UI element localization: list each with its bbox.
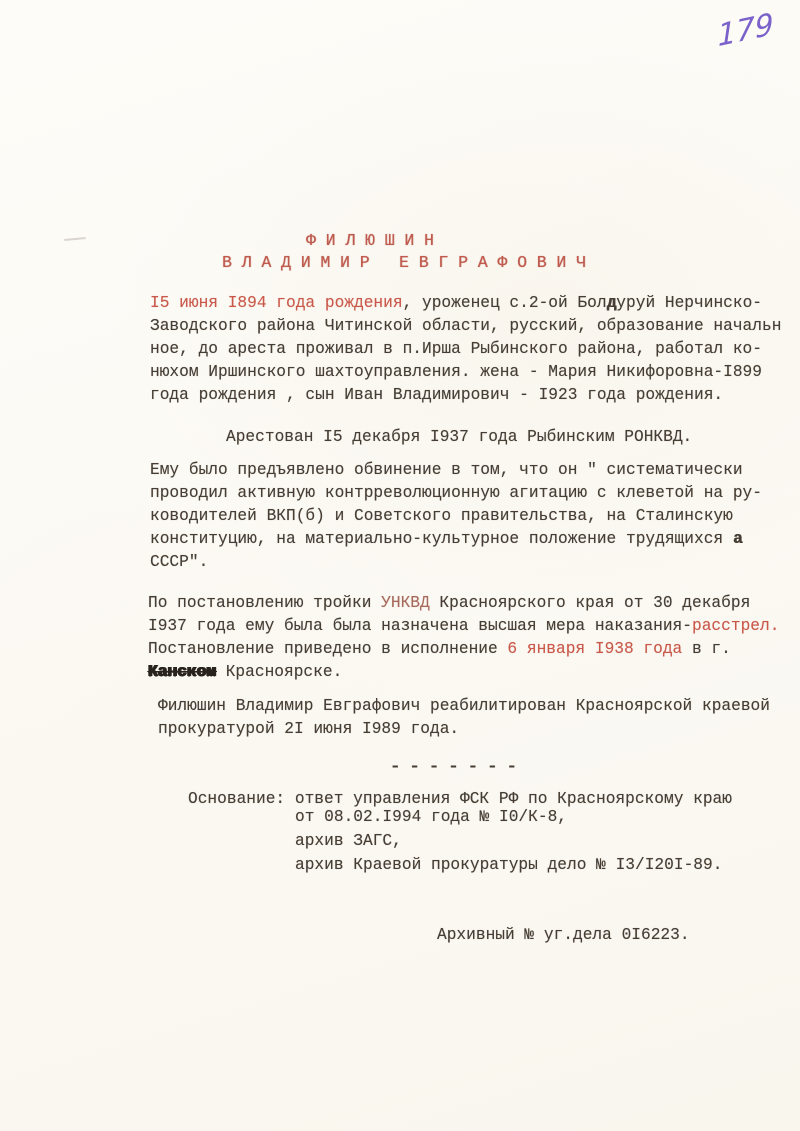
text-segment: архив Краевой прокуратуры дело № I3/I20I-89. <box>295 856 723 874</box>
text-segment: Архивный № уг.дела 0I6223. <box>437 926 690 944</box>
text-segment: прокуратурой 2I июня I989 года. <box>158 720 460 738</box>
text-line <box>150 483 762 504</box>
text-segment: 6 января I938 года <box>507 640 683 658</box>
text-line <box>226 427 692 448</box>
text-line <box>148 616 779 637</box>
text-segment: I937 года ему была была назначена высшая мера наказания- <box>148 617 692 635</box>
document-title-surname: Ф И Л Ю Ш И Н <box>306 231 434 250</box>
text-segment: ководителей ВКП(б) и Советского правительства, на Сталинскую <box>150 507 733 525</box>
text-segment: нюхом Иршинского шахтоуправления. жена - Мария Никифоровна-I899 <box>150 363 762 381</box>
text-segment: Заводского района Читинской области, русский, образование начальн <box>150 317 782 335</box>
text-line <box>148 639 731 660</box>
text-segment: расстрел. <box>692 617 780 635</box>
text-segment: уруй Нерчинско- <box>616 294 763 312</box>
text-line <box>148 593 750 614</box>
document-title-name-patronymic: В Л А Д И М И Р Е В Г Р А Ф О В И Ч <box>222 253 586 272</box>
text-segment: Красноярске. <box>216 663 343 681</box>
text-line <box>295 831 402 852</box>
text-line <box>150 460 743 481</box>
text-line <box>150 293 762 314</box>
text-line <box>158 719 459 740</box>
text-segment: архив ЗАГС, <box>295 832 402 850</box>
text-line <box>158 696 770 717</box>
text-line <box>150 362 762 383</box>
text-line <box>150 529 743 550</box>
text-segment: Филюшин Владимир Евграфович реабилитирован Красноярской краевой <box>158 697 770 715</box>
handwritten-page-number: 179 <box>716 6 774 55</box>
text-segment: ное, до ареста проживал в п.Ирша Рыбинского района, работал ко- <box>150 340 762 358</box>
text-segment: от 08.02.I994 года № I0/К-8, <box>295 808 567 826</box>
pencil-mark <box>64 237 86 241</box>
text-segment: По постановлению тройки <box>148 594 382 612</box>
text-segment: в г. <box>682 640 731 658</box>
text-segment: года рождения , сын Иван Владимирович - I923 года рождения. <box>150 386 724 404</box>
text-line <box>150 316 781 337</box>
text-line <box>437 925 690 946</box>
text-line <box>295 807 567 828</box>
text-segment: Постановление приведено в исполнение <box>148 640 508 658</box>
text-segment: , уроженец с.2-ой Бол <box>402 294 607 312</box>
text-line <box>148 662 342 683</box>
text-line <box>150 339 762 360</box>
text-line <box>390 757 516 778</box>
text-segment: а <box>732 530 743 548</box>
text-segment: Красноярского края от 30 декабря <box>429 594 751 612</box>
text-segment: УНКВД <box>381 594 430 612</box>
text-segment: Ему было предъявлено обвинение в том, что он " систематически <box>150 461 743 479</box>
text-segment: Канском <box>148 663 216 681</box>
text-line <box>295 855 722 876</box>
text-segment: Арестован I5 декабря I937 года Рыбинским РОНКВД. <box>226 428 693 446</box>
text-segment: конституцию, на материально-культурное положение трудящихся <box>150 530 733 548</box>
text-line <box>150 552 208 573</box>
text-segment: Основание: ответ управления ФСК РФ по Красноярскому краю <box>188 790 732 808</box>
text-segment: I5 июня I894 года рождения <box>150 294 403 312</box>
text-line <box>150 385 723 406</box>
text-segment: СССР". <box>150 553 209 571</box>
text-segment: д <box>606 294 617 312</box>
text-segment: - - - - - - - <box>390 758 517 776</box>
text-line <box>150 506 733 527</box>
text-segment: проводил активную контрреволюционную агитацию с клеветой на ру- <box>150 484 762 502</box>
